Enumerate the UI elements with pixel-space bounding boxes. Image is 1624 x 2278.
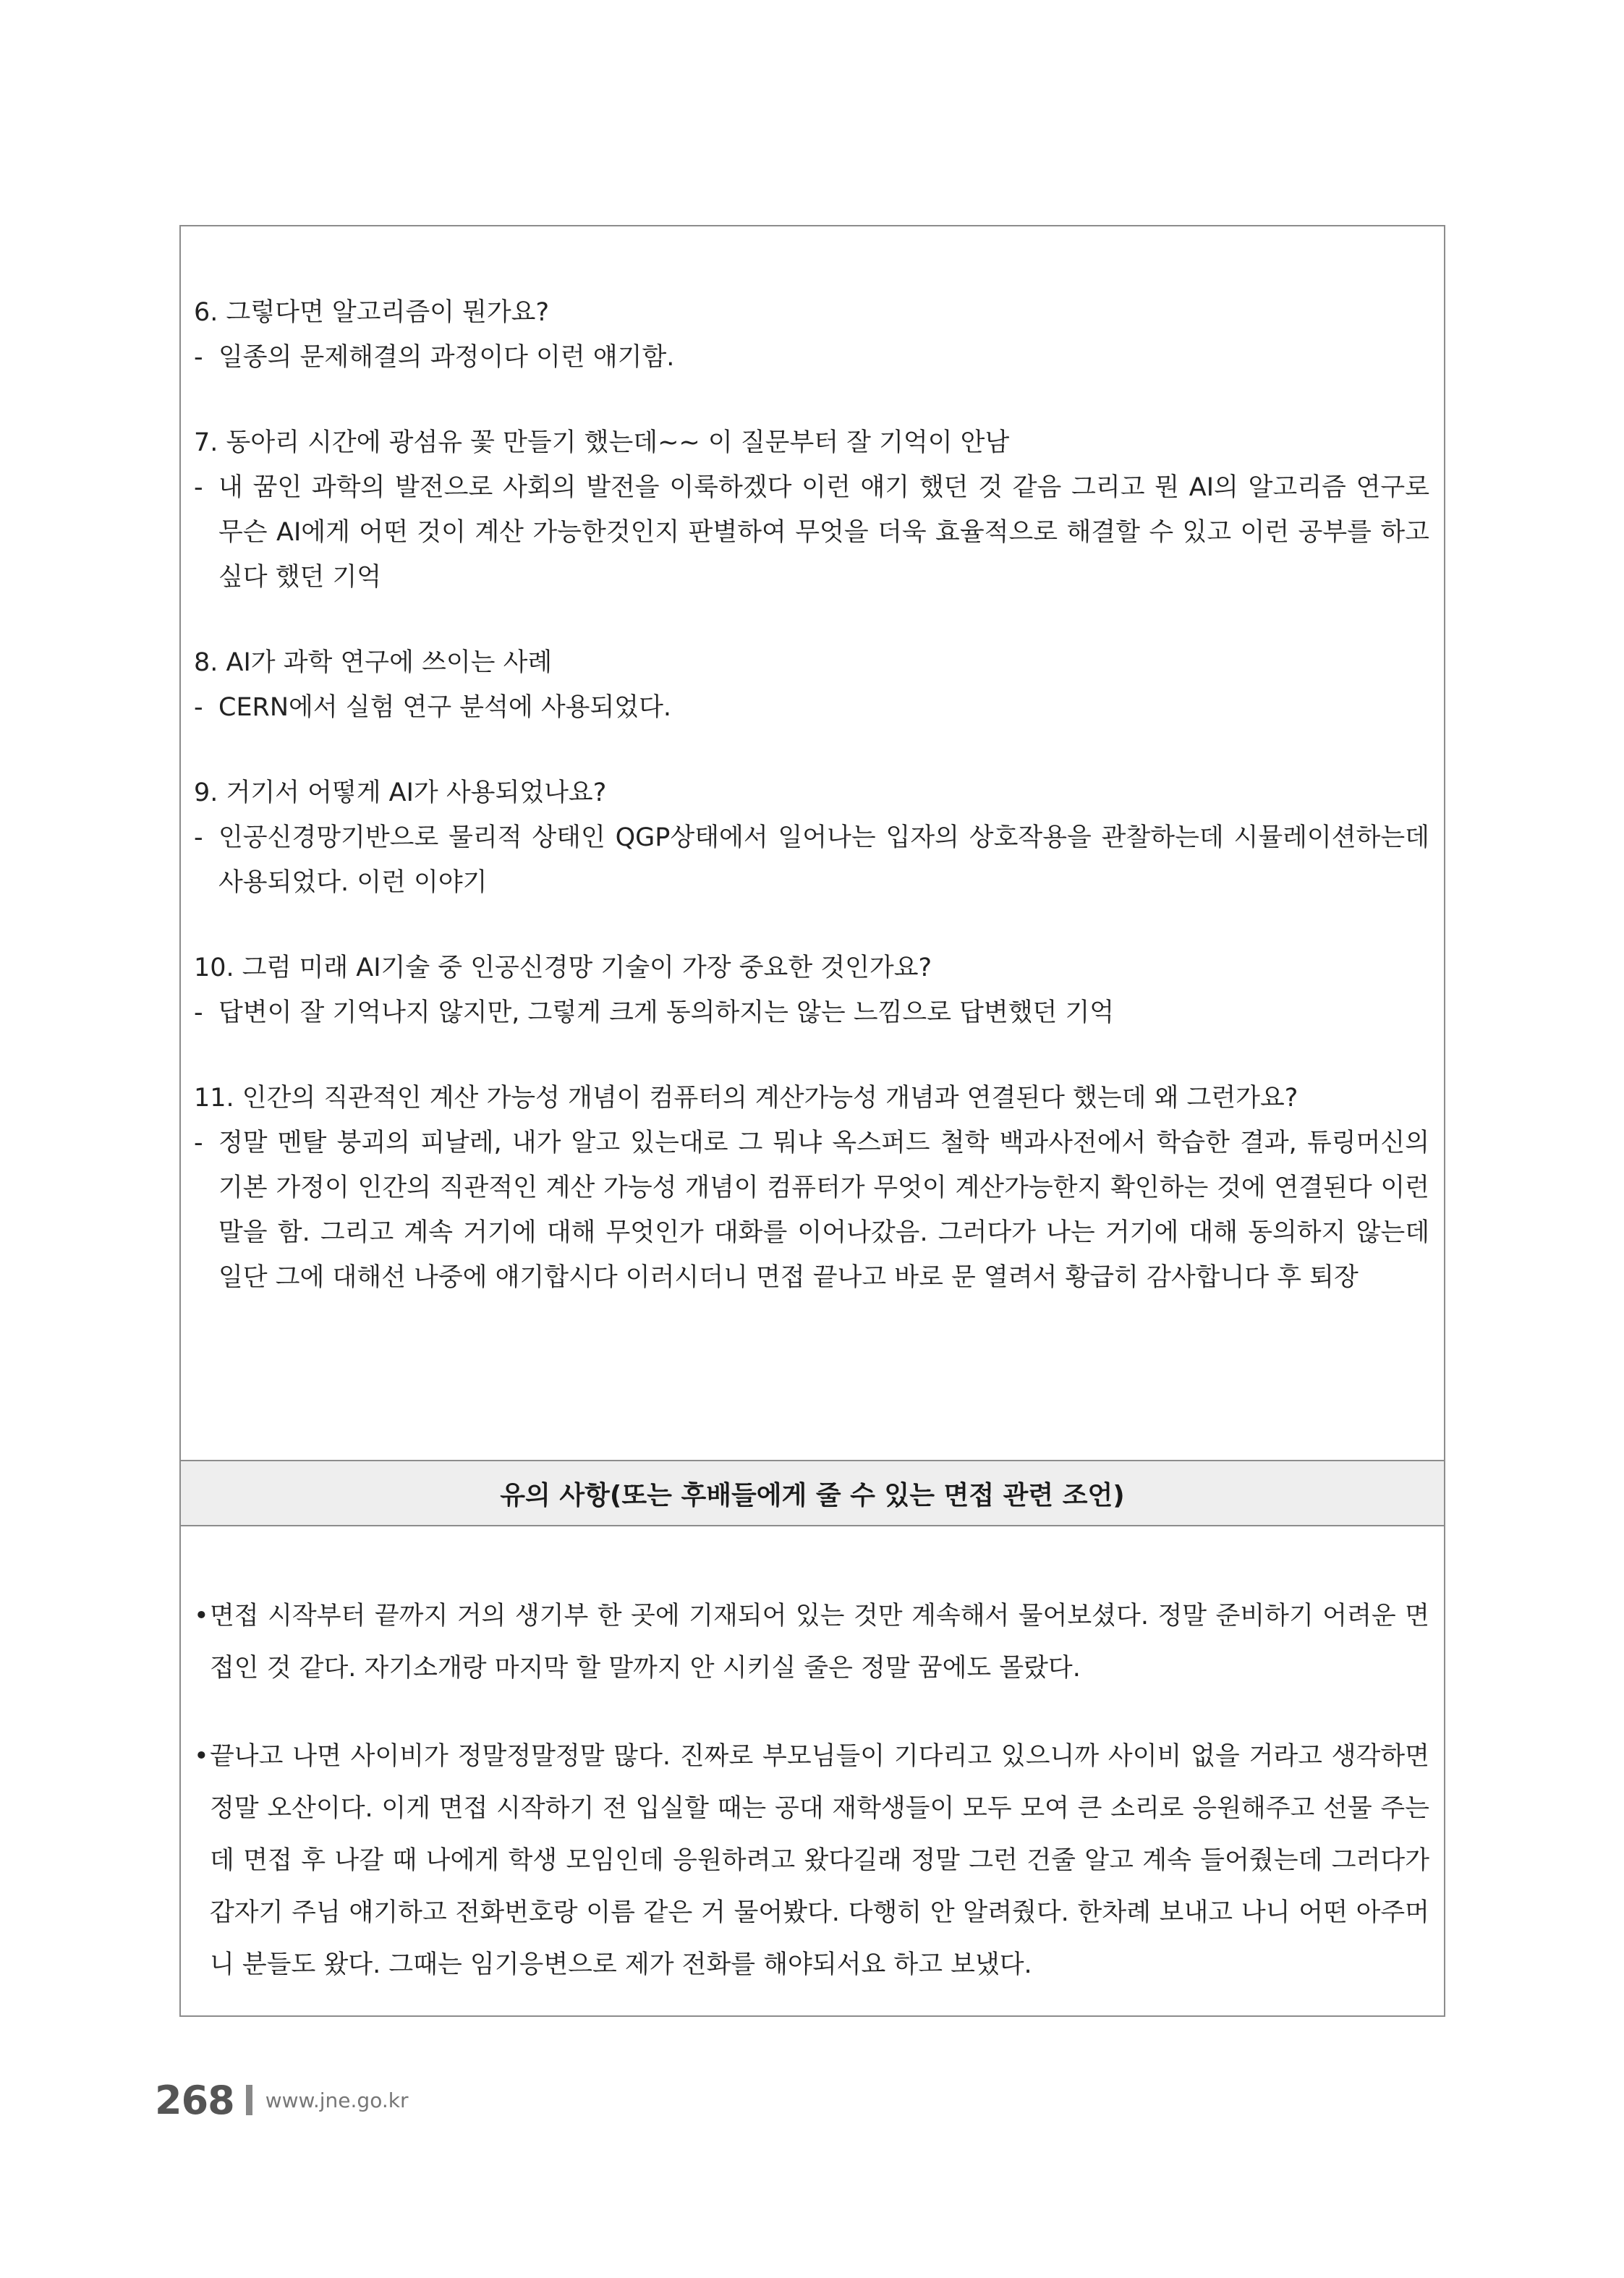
website-url: www.jne.go.kr — [265, 2088, 409, 2112]
dash-marker: - — [194, 473, 203, 502]
dash-marker: - — [194, 343, 203, 372]
answer-text: CERN에서 실험 연구 분석에 사용되었다. — [218, 693, 672, 722]
question-text: 10. 그럼 미래 AI기술 중 인공신경망 기술이 가장 중요한 것인가요? — [194, 953, 932, 982]
bullet-marker: • — [194, 1602, 209, 1631]
content-frame — [179, 225, 1445, 2017]
answer — [194, 465, 1429, 600]
question-text: 11. 인간의 직관적인 계산 가능성 개념이 컴퓨터의 계산가능성 개념과 연결된다 했는데 왜 그런가요? — [194, 1084, 1298, 1113]
qa-item — [194, 640, 1429, 730]
question-text: 6. 그렇다면 알고리즘이 뭔가요? — [194, 298, 550, 327]
qa-item — [194, 1076, 1429, 1300]
answer-text: 정말 멘탈 붕괴의 피날레, 내가 알고 있는대로 그 뭐냐 옥스퍼드 철학 백과사전에서 학습한 결과, 튜링머신의 기본 가정이 인간의 직관적인 계산 가능성 개념이 컴퓨터가 무엇이 계산가능한지 확인하는 것에 연결된다 이런 말을 함. 그리고 계속 거기에 대해 무엇인가 대화를 이어나갔음. 그러다가 나는 거기에 대해 동의하지 않는데 일단 그에 대해선 나중에 얘기합시다 이러시더니 면접 끝나고 바로 문 열려서 황급히 감사합니다 후 퇴장 — [218, 1129, 1429, 1292]
footer-divider — [246, 2085, 252, 2115]
answer — [194, 335, 1429, 380]
dash-marker: - — [194, 823, 203, 852]
dash-marker: - — [194, 998, 203, 1027]
answer — [194, 990, 1429, 1035]
answer — [194, 685, 1429, 730]
tips-section — [181, 1526, 1444, 2027]
page-number: 268 — [155, 2077, 234, 2123]
tips-header — [181, 1460, 1444, 1526]
bullet-marker: • — [194, 1742, 209, 1771]
page-footer — [155, 2075, 408, 2125]
qa-item — [194, 420, 1429, 600]
qa-item — [194, 770, 1429, 905]
tip-item — [194, 1590, 1429, 1694]
qa-item — [194, 290, 1429, 380]
qa-section — [181, 226, 1444, 1460]
answer-text: 답변이 잘 기억나지 않지만, 그렇게 크게 동의하지는 않는 느낌으로 답변했던 기억 — [218, 998, 1115, 1027]
answer-text: 인공신경망기반으로 물리적 상태인 QGP상태에서 일어나는 입자의 상호작용을 관찰하는데 시뮬레이션하는데 사용되었다. 이런 이야기 — [218, 823, 1429, 897]
dash-marker: - — [194, 1129, 203, 1157]
question-text: 9. 거기서 어떻게 AI가 사용되었나요? — [194, 778, 607, 807]
tips-header-title: 유의 사항(또는 후배들에게 줄 수 있는 면접 관련 조언) — [500, 1480, 1125, 1510]
qa-item — [194, 945, 1429, 1035]
dash-marker: - — [194, 693, 203, 722]
tip-text: 끝나고 나면 사이비가 정말정말정말 많다. 진짜로 부모님들이 기다리고 있으니까 사이비 없을 거라고 생각하면 정말 오산이다. 이게 면접 시작하기 전 입실할 때는 공대 재학생들이 모두 모여 큰 소리로 응원해주고 선물 주는데 면접 후 나갈 때 나에게 학생 모임인데 응원하려고 왔다길래 정말 그런 건줄 알고 계속 들어줬는데 그러다가 갑자기 주님 얘기하고 전화번호랑 이름 같은 거 물어봤다. 다행히 안 알려줬다. 한차례 보내고 나니 어떤 아주머니 분들도 왔다. 그때는 임기응변으로 제가 전화를 해야되서요 하고 보냈다. — [210, 1742, 1429, 1979]
tip-text: 면접 시작부터 끝까지 거의 생기부 한 곳에 기재되어 있는 것만 계속해서 물어보셨다. 정말 준비하기 어려운 면접인 것 같다. 자기소개랑 마지막 할 말까지 안 시키실 줄은 정말 꿈에도 몰랐다. — [210, 1602, 1429, 1683]
tip-item — [194, 1730, 1429, 1991]
answer — [194, 1121, 1429, 1300]
answer — [194, 815, 1429, 905]
answer-text: 내 꿈인 과학의 발전으로 사회의 발전을 이룩하겠다 이런 얘기 했던 것 같음 그리고 뭔 AI의 알고리즘 연구로 무슨 AI에게 어떤 것이 계산 가능한것인지 판별하여 무엇을 더욱 효율적으로 해결할 수 있고 이런 공부를 하고 싶다 했던 기억 — [218, 473, 1429, 592]
answer-text: 일종의 문제해결의 과정이다 이런 얘기함. — [218, 343, 675, 372]
question-text: 7. 동아리 시간에 광섬유 꽃 만들기 했는데~~ 이 질문부터 잘 기억이 안남 — [194, 428, 1010, 457]
question-text: 8. AI가 과학 연구에 쓰이는 사례 — [194, 648, 553, 677]
